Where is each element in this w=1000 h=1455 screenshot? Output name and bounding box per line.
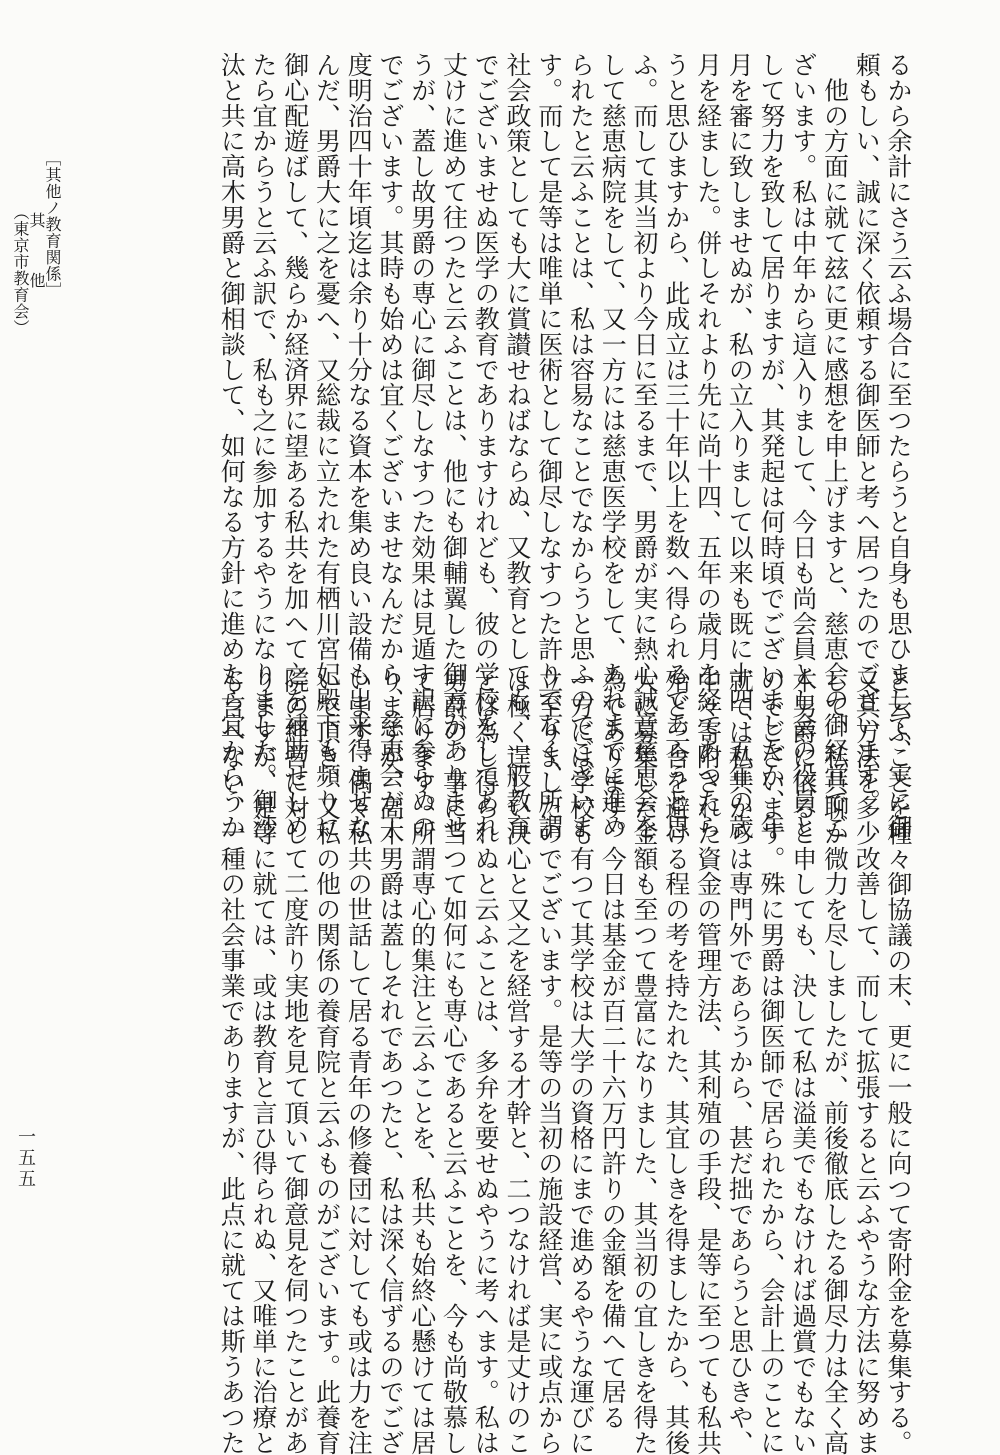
text-line: 度明治四十年頃迄は余り十分なる資本を集め良い設備も出来得ませな — [344, 52, 374, 840]
text-line: て居ります。所謂専心的集注と云ふことを、私共も始終心懸けては居 — [407, 668, 437, 1455]
text-line: うが、蓋し故男爵の専心に御尽しなすつた効果は見遁す訳に参らぬの — [407, 52, 437, 840]
lower-text-block — [94, 668, 914, 1455]
header-section: 其 他 — [27, 212, 46, 302]
text-line: 木男爵に依ると申しても、決して私は溢美でもなければ過賞でもない — [788, 668, 818, 1455]
text-line: して努力を致して居りますが、其発起は何時頃でございましたか、年 — [757, 52, 786, 840]
text-line: 大に募集した金額も至つて豊富になりました、其当初の宜しきを得た — [630, 668, 659, 1455]
text-line: 月を審に致しませぬが、私の立入りまして以来も既に十四、五年の歳 — [725, 52, 755, 840]
text-line: 又其方法を多少改善して、而して拡張すると云ふやうな方法に努めま — [852, 668, 882, 1455]
upper-text-block — [217, 52, 914, 840]
text-line: 御心配遊ばして、幾らか経済界に望ある私共を加へて之を補助せしめ — [280, 52, 310, 840]
text-line: られたと云ふことは、私は容易なことでなからうと思ふのでございま — [566, 52, 596, 840]
text-line: 丈けに進めて往つたと云ふことは、他にも御輔翼した御方がありませ — [439, 52, 469, 840]
page-number: 一五五 — [15, 1127, 36, 1190]
text-line: のでございます。殊に男爵は御医師で居られたから、会計上のことに — [757, 668, 786, 1455]
text-line: でございます。其時も始めは宜くございませなんだから、慈恵会が丁 — [376, 52, 405, 840]
text-line: 月を経ました。併しそれより先に尚十四、五年の歳月を経てあつたら — [693, 52, 723, 840]
text-line: して、私共聊か微力を尽しましたが、前後徹底したる御尽力は全く高 — [820, 668, 850, 1455]
text-line: りますが、高木男爵は蓋しそれであつたと、私は深く信ずるのでござ — [376, 668, 405, 1455]
text-line: 立至りましたのでございます。是等の当初の施設経営、実に或点から — [534, 668, 564, 1455]
text-line: うと思ひますから、此成立は三十年以上を数へ得られるであらうと思 — [661, 52, 691, 840]
text-line: 為であります。今日は基金が百二十六万円許りの金額を備へて居る — [598, 668, 628, 1430]
text-line: は極く逞しい決心と又之を経営する才幹と、二つなければ是丈けのこ — [503, 668, 532, 1455]
text-line: 頼もしい、誠に深く依頼する御医師と考へ居つたのでございます。 — [852, 52, 882, 814]
text-line: 社会政策としても大に賞讃せねばならぬ、又教育としても、一般教育 — [503, 52, 532, 840]
text-line: 一方には学校も有つて其学校は大学の資格にまで進めるやうな運びに — [566, 668, 596, 1455]
header-publisher: （東京市教育会） — [11, 204, 30, 336]
text-line: して慈恵病院をして、又一方には慈恵医学校をして、あれまでに進め — [598, 52, 628, 840]
text-line: 汰と共に高木男爵と御相談して、如何なる方針に進めたら宜からうか — [217, 52, 247, 840]
text-line: す。而して是等は唯単に医術として御尽しなすつた許りでなく、所謂 — [534, 52, 564, 840]
text-line: と云ふことを種々御協議の末、更に一般に向つて寄附金を募集する。 — [884, 668, 913, 1455]
text-line: 就ては私共からは専門外であらうから、甚だ拙であらうと思ひきや、 — [725, 668, 755, 1455]
text-line: 殆ど三舎を避ける程の考を持たれた、其宜しきを得ましたから、其後 — [661, 668, 691, 1455]
text-line: も言へない、一種の社会事業でありますが、此点に就ては斯うあつた — [217, 668, 247, 1455]
text-line: たら宜からうと云ふ訳で、私も之に参加するやうになりました。御沙 — [249, 52, 278, 840]
text-line: ふ。而して其当初より今日に至るまで、男爵が実に熱心誠意慈恵会を — [630, 52, 659, 840]
running-header — [12, 150, 60, 1410]
header-category: ［其他ノ教育関係］ — [43, 150, 62, 299]
text-line: りますが、是等に就ては、或は教育と言ひ得られぬ、又唯単に治療と — [249, 668, 278, 1455]
text-line: います。偶々私共の世話して居る青年の修養団に対しても或は力を注 — [344, 668, 374, 1455]
text-line: いで頂き、又私の他の関係の養育院と云ふものがございます。此養育 — [312, 668, 342, 1455]
text-line: 中々寄附された資金の管理方法、其利殖の手段、是等に至つても私共 — [693, 668, 723, 1455]
text-line: とは為し得られぬと云ふことは、多弁を要せぬやうに考へます。私は — [471, 668, 501, 1455]
text-line: 院の経営に対して二度許り実地を見て頂いて御意見を伺つたことがあ — [280, 668, 310, 1455]
text-line: 男爵の、事に当つて如何にも専心であると云ふことを、今も尚敬慕し — [439, 668, 469, 1455]
text-line: でございませぬ医学の教育でありますけれども、彼の学校をしてあれ — [471, 52, 501, 840]
text-line: んだ、男爵大に之を憂へ、又総裁に立たれた有栖川宮妃殿下も頻りに — [312, 52, 342, 840]
text-line: 他の方面に就て玆に更に感想を申上げますと、慈恵会の御経営でご — [820, 52, 850, 840]
text-line: ざいます。私は中年から這入りまして、今日も尚会員とし会の役員と — [788, 52, 818, 840]
text-line: るから余計にさう云ふ場合に至つたらうと自身も思ひまして、実に御 — [884, 52, 913, 840]
